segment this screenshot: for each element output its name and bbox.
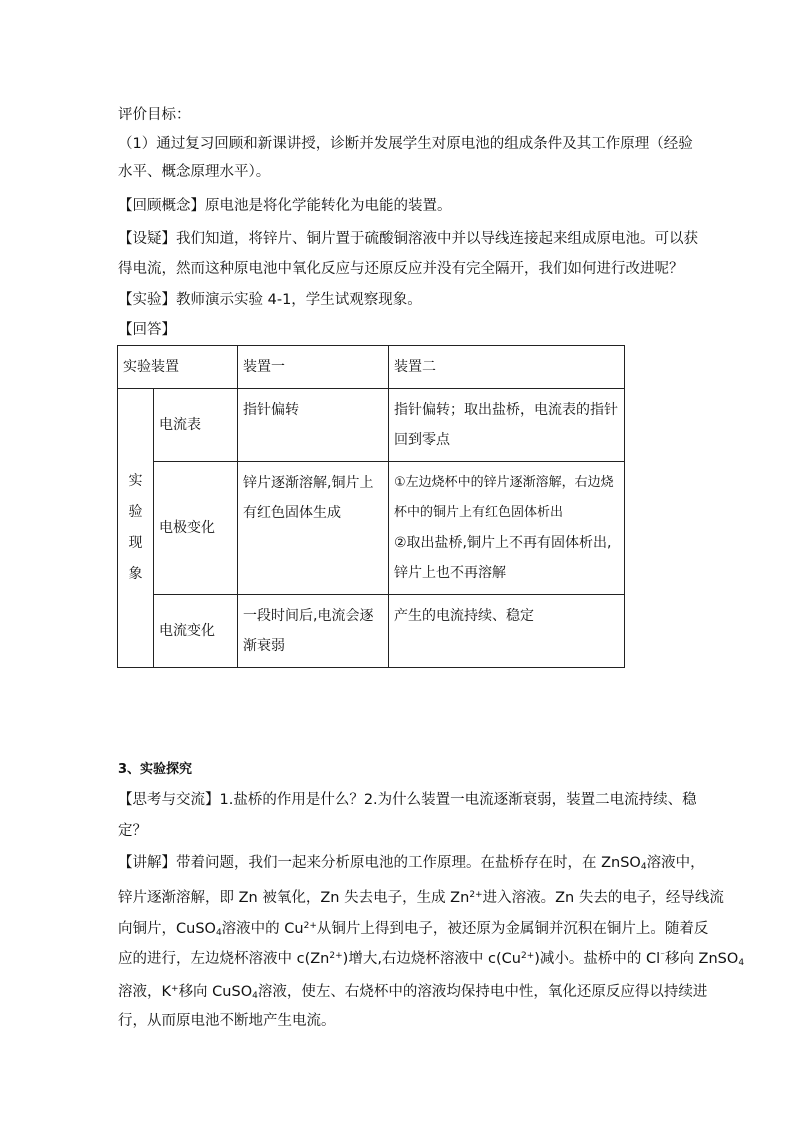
think-line2: 定？ — [118, 823, 147, 839]
table-header-row — [118, 346, 625, 389]
electrode-device2-point1: ①左边烧杯中的锌片逐渐溶解，右边烧杯中的铜片上有红色固体析出 — [394, 475, 614, 520]
question-line1 — [118, 229, 698, 249]
row-label-ammeter: 电流表 — [154, 389, 238, 462]
review-paragraph — [118, 196, 452, 216]
question-line2: 得电流，然而这种原电池中氧化反应与还原反应并没有完全隔开，我们如何进行改进呢？ — [118, 261, 684, 277]
evaluation-item-line1: （1）通过复习回顾和新课讲授，诊断并发展学生对原电池的组成条件及其工作原理（经验 — [118, 136, 693, 152]
electrode-device2 — [389, 462, 625, 595]
experiment-tag: 【实验】 — [118, 292, 176, 308]
experiment-table — [117, 345, 625, 668]
evaluation-item-line2: 水平、概念原理水平）。 — [118, 164, 271, 180]
table-row — [118, 389, 625, 462]
lecture-line3: 向铜片，CuSO$_4$溶液中的 $Cu^{2+}$从铜片上得到电子，被还原为金属铜并沉积在铜片上。随着反 — [118, 921, 709, 938]
review-text: 原电池是将化学能转化为电能的装置。 — [205, 198, 452, 214]
header-cell-setup: 实验装置 — [118, 346, 238, 389]
phenomenon-group-label: 实 验 现 象 — [118, 389, 154, 668]
experiment-paragraph — [118, 290, 422, 310]
table-row — [118, 595, 625, 668]
think-text-1: 1.盐桥的作用是什么？2.为什么装置一电流逐渐衰弱，装置二电流持续、稳 — [219, 792, 697, 808]
evaluation-heading: 评价目标： — [118, 107, 191, 123]
question-text-1: 我们知道，将锌片、铜片置于硫酸铜溶液中并以导线连接起来组成原电池。可以获 — [176, 231, 698, 247]
header-cell-device2: 装置二 — [389, 346, 625, 389]
lecture-line2: 锌片逐渐溶解，即 Zn 被氧化，Zn 失去电子，生成 $Zn^{2+}$进入溶液。Zn 失去的电子，经导线流 — [118, 890, 724, 906]
section3-title: 3、实验探究 — [118, 762, 193, 777]
answer-tag: 【回答】 — [118, 322, 176, 338]
row-label-electrode: 电极变化 — [154, 462, 238, 595]
think-tag: 【思考与交流】 — [118, 792, 220, 808]
ammeter-device1: 指针偏转 — [238, 389, 389, 462]
experiment-text: 教师演示实验 4-1，学生试观察现象。 — [176, 292, 422, 308]
header-cell-device1: 装置一 — [238, 346, 389, 389]
current-device1: 一段时间后,电流会逐渐衰弱 — [238, 595, 389, 668]
question-tag: 【设疑】 — [118, 231, 176, 247]
review-tag: 【回顾概念】 — [118, 198, 205, 214]
lecture-line5: 溶液，K+移向 CuSO$_4$溶液，使左、右烧杯中的溶液均保持电中性，氧化还原反应得以持续进 — [118, 984, 708, 1001]
electrode-device1: 锌片逐渐溶解,铜片上有红色固体生成 — [238, 462, 389, 595]
current-device2: 产生的电流持续、稳定 — [389, 595, 625, 668]
ammeter-device2: 指针偏转；取出盐桥，电流表的指针回到零点 — [389, 389, 625, 462]
lecture-tag: 【讲解】 — [118, 855, 176, 871]
table-row — [118, 462, 625, 595]
lecture-line6: 行，从而原电池不断地产生电流。 — [118, 1013, 336, 1029]
row-label-current: 电流变化 — [154, 595, 238, 668]
think-line1 — [118, 790, 697, 810]
lecture-line1: 【讲解】带着问题，我们一起来分析原电池的工作原理。在盐桥存在时，在 ZnSO$_4$溶液中， — [118, 855, 705, 872]
lecture-line4: 应的进行，左边烧杯溶液中 $c(Zn^{2+})$增大,右边烧杯溶液中 $c(Cu^{2+})$减小。盐桥中的 Cl⁻移向 ZnSO$_4$ — [118, 951, 745, 968]
electrode-device2-point2: ②取出盐桥,铜片上不再有固体析出,锌片上也不再溶解 — [394, 535, 612, 581]
